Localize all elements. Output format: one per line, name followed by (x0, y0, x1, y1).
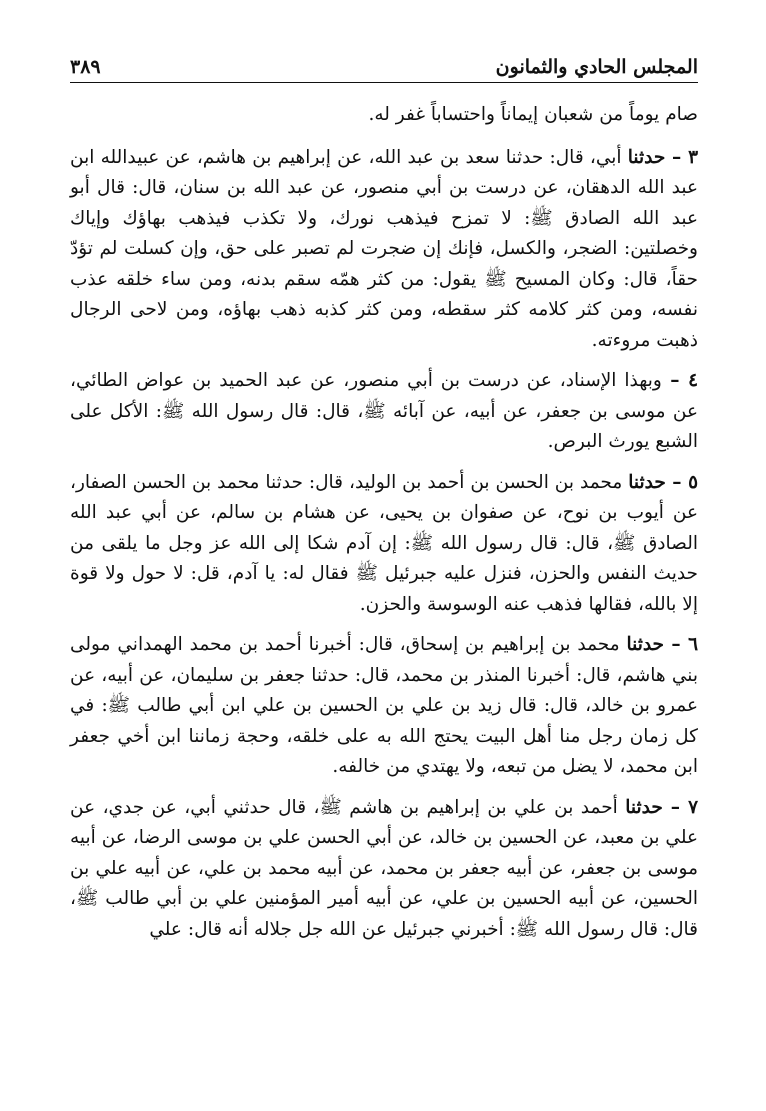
hadith-number: ٤ – (661, 370, 698, 391)
hadith-keyword: حدثنا (626, 634, 664, 655)
hadith-paragraph (70, 793, 698, 946)
running-title: المجلس الحادي والثمانون (495, 56, 698, 78)
paragraph-text: محمد بن إبراهيم بن إسحاق، قال: أخبرنا أحمد بن محمد الهمداني مولى بني هاشم، قال: أخبرنا المنذر بن محمد، قال: حدثنا جعفر بن سليمان، عن أبيه، عن عمرو بن خالد، قال: قال زيد بن علي بن الحسين بن علي ابن أبي طالب ﷺ: في كل زمان رجل منا أهل البيت يحتج الله به على خلقه، وحجة زماننا ابن أخي جعفر ابن محمد، لا يضل من تبعه، ولا يهتدي من خالفه. (70, 634, 698, 777)
paragraph-text: محمد بن الحسن بن أحمد بن الوليد، قال: حدثنا محمد بن الحسن الصفار، عن أيوب بن نوح، عن صفوان بن يحيى، عن هشام بن سالم، عن أبي عبد الله الصادق ﷺ، قال: قال رسول الله ﷺ: إن آدم شكا إلى الله عز وجل ما يلقى من حديث النفس والحزن، فنزل عليه جبرئيل ﷺ فقال له: يا آدم، قل: لا حول ولا قوة إلا بالله، فقالها فذهب عنه الوسوسة والحزن. (70, 471, 698, 615)
hadith-paragraph (70, 630, 698, 783)
hadith-number: ٥ – (665, 471, 698, 493)
hadith-keyword: حدثنا (625, 796, 663, 818)
hadith-number: ٧ – (662, 796, 698, 818)
paragraph-text: أبي، قال: حدثنا سعد بن عبد الله، عن إبراهيم بن هاشم، عن عبيدالله ابن عبد الله الدهقان، عن درست بن أبي منصور، عن عبد الله بن سنان، قال: قال أبو عبد الله الصادق ﷺ: لا تمزح فيذهب نورك، ولا تكذب فيذهب بهاؤك وإياك وخصلتين: الضجر، والكسل، فإنك إن ضجرت لم تصبر على حق، وإن كسلت لم تؤدّ حقاً، قال: وكان المسيح ﷺ يقول: من كثر همّه سقم بدنه، ومن ساء خلقه عذب نفسه، ومن كثر كلامه كثر سقطه، ومن كثر كذبه ذهب بهاؤه، ومن لاحى الرجال ذهبت مروءته. (70, 146, 698, 351)
hadith-paragraph (70, 468, 698, 621)
hadith-number: ٦ – (663, 634, 698, 655)
paragraph-text: وبهذا الإسناد، عن درست بن أبي منصور، عن عبد الحميد بن عواض الطائي، عن موسى بن جعفر، عن أبيه، عن آبائه ﷺ، قال: قال رسول الله ﷺ: الأكل على الشبع يورث البرص. (70, 370, 698, 452)
page-header (70, 48, 698, 83)
paragraph-text: أحمد بن علي بن إبراهيم بن هاشم ﷺ، قال حدثني أبي، عن جدي، عن علي بن معبد، عن الحسين بن خالد، عن أبي الحسن علي بن موسى الرضا، عن أبيه موسى بن جعفر، عن أبيه جعفر بن محمد، عن أبيه محمد بن علي، عن أبيه علي بن الحسين، عن أبيه الحسين بن علي، عن أبيه أمير المؤمنين علي بن أبي طالب ﷺ، قال: قال رسول الله ﷺ: أخبرني جبرئيل عن الله جل جلاله أنه قال: علي (70, 796, 698, 940)
page-body (70, 100, 698, 955)
hadith-keyword: حدثنا (627, 146, 666, 168)
page-number: ٣٨٩ (70, 56, 101, 78)
paragraph-text: صام يوماً من شعبان إيماناً واحتساباً غفر له. (368, 104, 698, 125)
hadith-keyword: حدثنا (628, 471, 666, 493)
hadith-number: ٣ – (665, 146, 698, 168)
paragraph (70, 100, 698, 131)
hadith-paragraph (70, 143, 698, 357)
hadith-paragraph (70, 366, 698, 458)
